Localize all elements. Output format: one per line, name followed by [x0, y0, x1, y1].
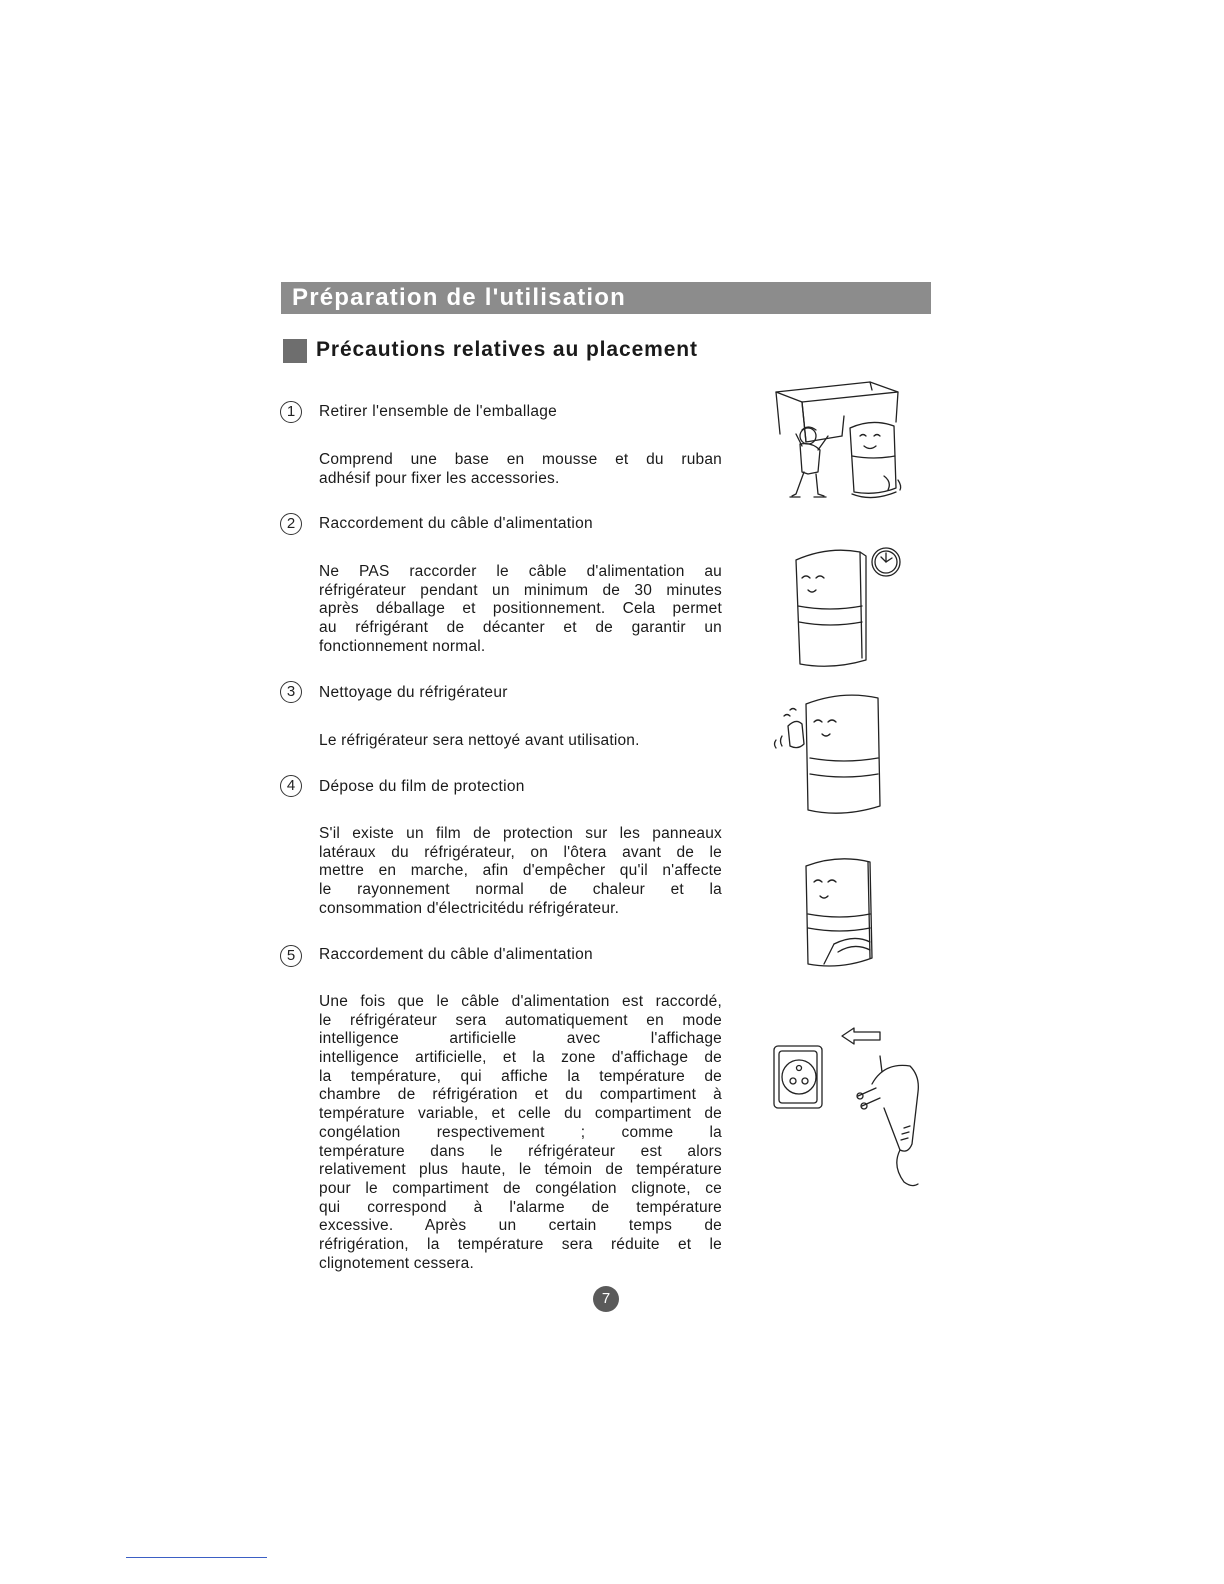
unpacking-illustration [772, 376, 912, 512]
text-line: fonctionnement normal. [319, 637, 486, 655]
item-number-1: 1 [280, 401, 302, 423]
footer-divider-line [126, 1557, 267, 1558]
text-line: S'il existe un film de protection sur les panneaux [319, 825, 722, 842]
text-line: qui correspond à l'alarme de température [319, 1198, 722, 1216]
page-number-badge: 7 [593, 1286, 619, 1312]
item-title-1: Retirer l'ensemble de l'emballage [319, 403, 558, 420]
item-title-4: Dépose du film de protection [319, 778, 525, 795]
refrigerator-cleaning-illustration [770, 688, 888, 818]
page-title: Préparation de l'utilisation [292, 284, 627, 311]
text-line: Comprend une base en mousse et du ruban [319, 451, 722, 468]
text-line: clignotement cessera. [319, 1254, 474, 1272]
text-line: mettre en marche, afin d'empêcher qu'il n'affecte [319, 862, 722, 880]
item-number-4: 4 [280, 775, 302, 797]
text-line: au réfrigérant de décanter et de garantir un [319, 619, 722, 637]
item-title-5: Raccordement du câble d'alimentation [319, 946, 593, 963]
refrigerator-film-illustration [794, 852, 882, 972]
text-line: Le réfrigérateur sera nettoyé avant utilisation. [319, 732, 640, 749]
section-subtitle: Précautions relatives au placement [316, 338, 698, 361]
text-line: après déballage et positionnement. Cela permet [319, 600, 722, 618]
item-text-1 [319, 451, 722, 488]
text-line: consommation d'électricitédu réfrigérateur. [319, 899, 620, 917]
text-line: réfrigérateur pendant un minimum de 30 minutes [319, 581, 722, 599]
text-line: la température, qui affiche la température de [319, 1067, 722, 1085]
item-number-3: 3 [280, 681, 302, 703]
item-number-2: 2 [280, 513, 302, 535]
item-text-5 [319, 993, 722, 1273]
subtitle-square-marker [283, 339, 307, 363]
item-text-3 [319, 732, 722, 751]
text-line: température dans le réfrigérateur est alors [319, 1142, 722, 1160]
item-title-3: Nettoyage du réfrigérateur [319, 684, 508, 701]
text-line: réfrigération, la température sera réduite et le [319, 1235, 722, 1253]
item-text-4 [319, 825, 722, 918]
text-line: congélation respectivement ; comme la [319, 1123, 722, 1141]
text-line: intelligence artificielle, et la zone d'affichage de [319, 1049, 722, 1067]
plug-socket-illustration [772, 1026, 922, 1188]
section-header-bar [281, 282, 931, 314]
item-text-2 [319, 563, 722, 656]
item-number-5: 5 [280, 945, 302, 967]
text-line: le rayonnement normal de chaleur et la [319, 881, 722, 899]
text-line: adhésif pour fixer les accessories. [319, 469, 560, 487]
text-line: température variable, et celle du compartiment de [319, 1105, 722, 1123]
item-title-2: Raccordement du câble d'alimentation [319, 515, 593, 532]
text-line: Une fois que le câble d'alimentation est raccordé, [319, 993, 722, 1010]
text-line: excessive. Après un certain temps de [319, 1217, 722, 1235]
text-line: intelligence artificielle avec l'affichage [319, 1030, 722, 1048]
text-line: chambre de réfrigération et du compartiment à [319, 1086, 722, 1104]
text-line: latéraux du réfrigérateur, on l'ôtera avant de le [319, 843, 722, 861]
text-line: le réfrigérateur sera automatiquement en mode [319, 1011, 722, 1029]
text-line: Ne PAS raccorder le câble d'alimentation au [319, 563, 722, 580]
refrigerator-clock-illustration [788, 542, 908, 672]
text-line: pour le compartiment de congélation clignote, ce [319, 1179, 722, 1197]
text-line: relativement plus haute, le témoin de température [319, 1161, 722, 1179]
